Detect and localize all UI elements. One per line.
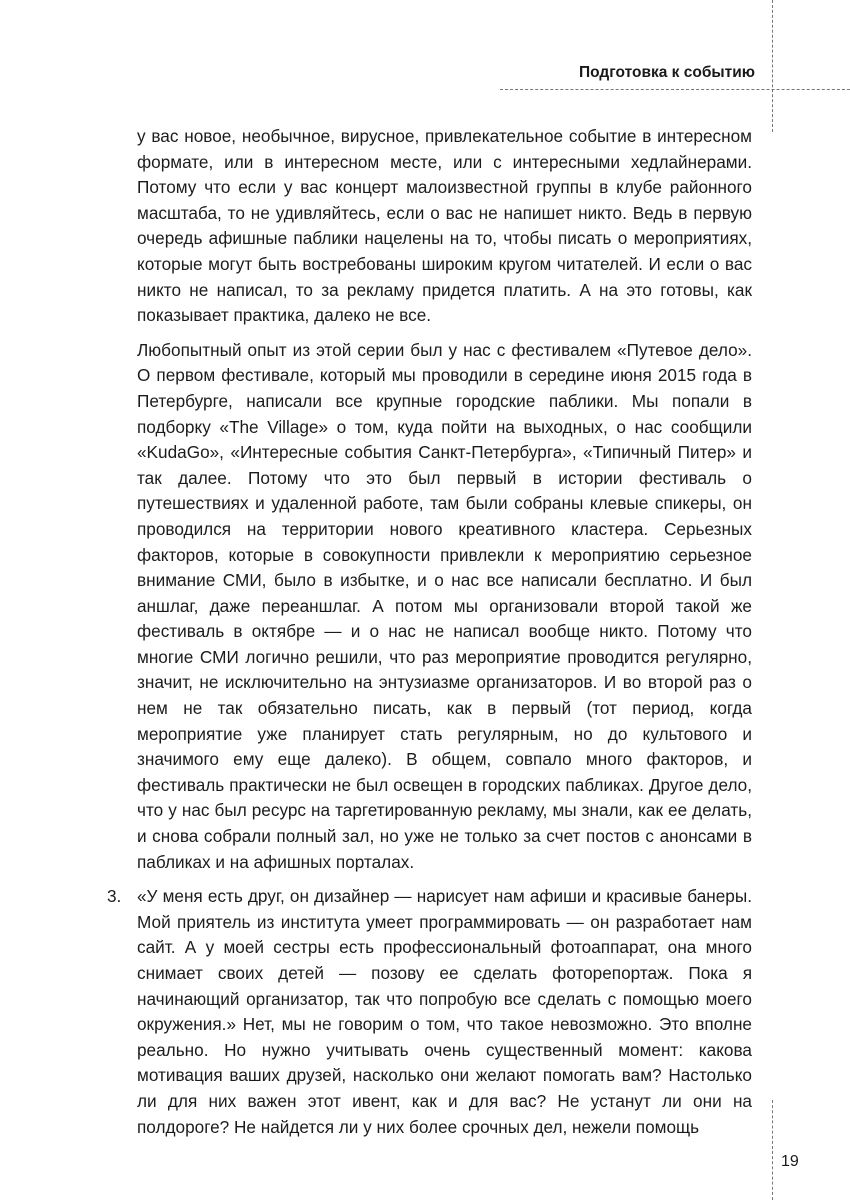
list-item-text: «У меня есть друг, он дизайнер — нарисует нам афиши и красивые банеры. Мой приятель из института умеет программировать — он разработает нам сайт. А у моей сестры есть профессиональный фотоаппарат, она много снимает своих детей — позову ее сделать фоторепортаж. Пока я начинающий организатор, так что попробую все сделать с помощью моего окружения.» Нет, мы не говорим о том, что такое невозможно. Это вполне реально. Но нужно учитывать очень существенный момент: какова мотивация ваших друзей, насколько они желают помогать вам? Настолько ли для них важен этот ивент, как и для вас? Не устанут ли они на полдороге? Не найдется ли у них более срочных дел, нежели помощь xyxy=(137,886,752,1137)
list-item-number: 3. xyxy=(107,886,122,907)
header-vertical-dashed-rule xyxy=(772,0,773,132)
page-number: 19 xyxy=(781,1153,799,1170)
header-dashed-rule xyxy=(500,89,850,90)
paragraph-2: Любопытный опыт из этой серии был у нас с фестивалем «Путевое дело». О первом фестивале, который мы проводили в середине июня 2015 года в Петербурге, написали все крупные городские паблики. Мы попали в подборку «The Village» о том, куда пойти на выходных, о нас сообщили «KudaGo», «Интересные события Санкт-Петербурга», «Типичный Питер» и так далее. Потому что это был первый в истории фестиваль о путешествиях и удаленной работе, там были собраны клевые спикеры, он проводился на территории нового креативного кластера. Серьезных факторов, которые в совокупности привлекли к мероприятию серьезное внимание СМИ, было в избытке, и о нас все написали бесплатно. И был аншлаг, даже переаншлаг. А потом мы организовали второй такой же фестиваль в октябре — и о нас не написал вообще никто. Потому что многие СМИ логично решили, что раз мероприятие проводится регулярно, значит, не исключительно на энтузиазме организаторов. И во второй раз о нем не так обязательно писать, как в первый (тот период, когда мероприятие уже планирует стать регулярным, но до культового и значимого ему еще далеко). В общем, совпало много факторов, и фестиваль практически не был освещен в городских пабликах. Другое дело, что у нас был ресурс на таргетированную рекламу, мы знали, как ее делать, и снова собрали полный зал, но уже не только за счет постов с анонсами в пабликах и на афишных порталах. xyxy=(137,339,752,872)
body-text xyxy=(107,124,752,1149)
footer-vertical-dashed-rule xyxy=(772,1100,773,1200)
running-title: Подготовка к событию xyxy=(579,64,755,81)
list-item-3 xyxy=(107,884,752,1140)
paragraph-1: у вас новое, необычное, вирусное, привлекательное событие в интересном формате, или в интересном месте, или с интересными хедлайнерами. Потому что если у вас концерт малоизвестной группы в клубе районного масштаба, то не удивляйтесь, если о вас не напишет никто. Ведь в первую очередь афишные паблики нацелены на то, чтобы писать о мероприятиях, которые могут быть востребованы широким кругом читателей. И если о вас никто не написал, то за рекламу придется платить. А на это готовы, как показывает практика, далеко не все. xyxy=(137,126,752,326)
